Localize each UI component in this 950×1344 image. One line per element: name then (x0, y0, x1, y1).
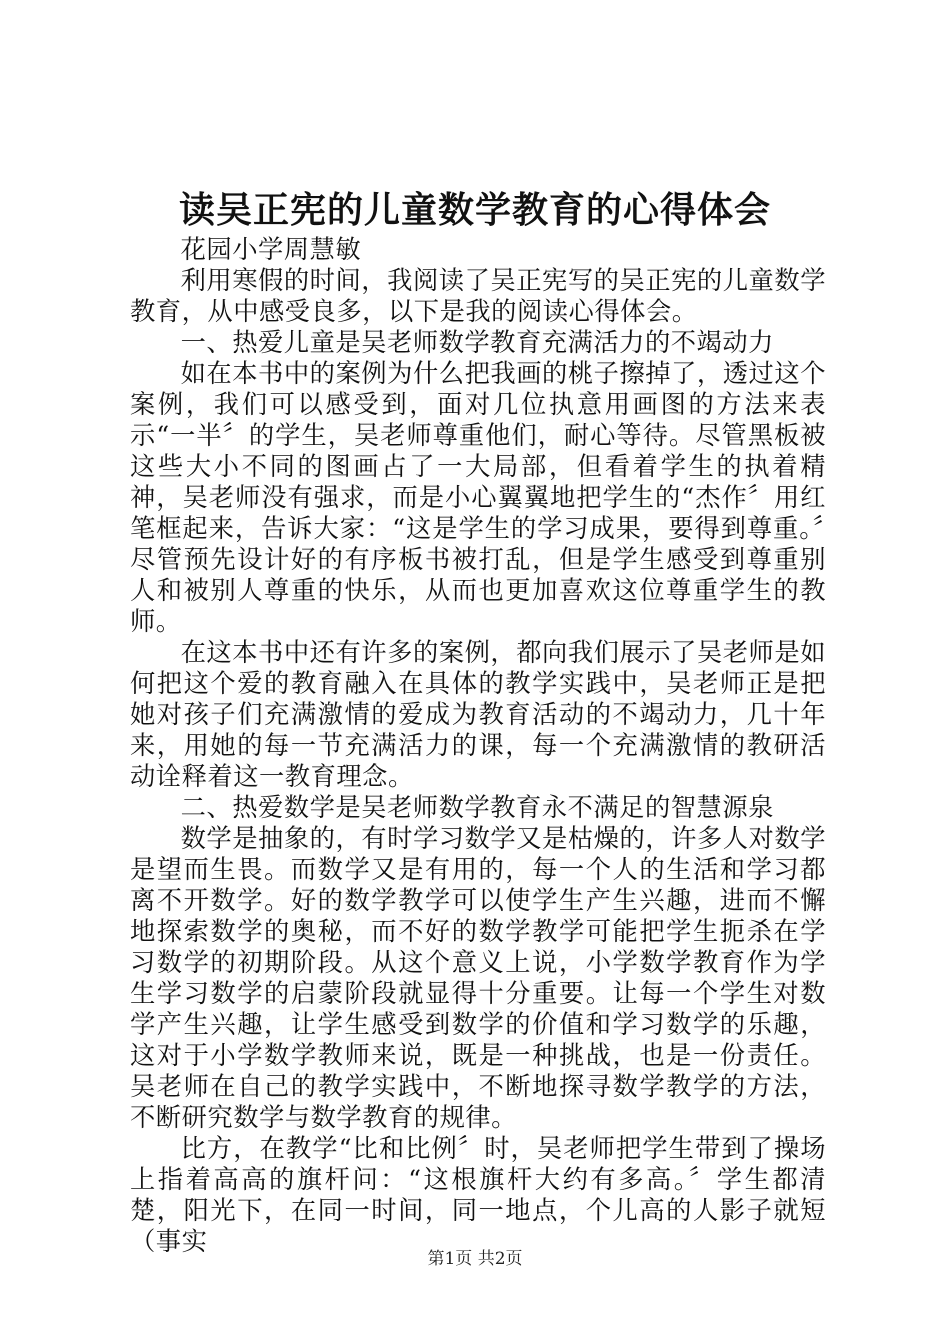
document-title: 读吴正宪的儿童数学教育的心得体会 (178, 189, 771, 231)
author-line: 花园小学周慧敏 (180, 235, 362, 264)
section-heading: 二、热爱数学是吴老师数学教育永不满足的智慧源泉 (180, 793, 774, 822)
paragraph: 如在本书中的案例为什么把我画的桃子擦掉了，透过这个案例，我们可以感受到，面对几位执意用画图的方法来表示“一半〞的学生，吴老师尊重他们，耐心等待。尽管黑板被这些大小不同的图画占了一大局部，但看着学生的执着精神，吴老师没有强求，而是小心翼翼地把学生的“杰作〞用红笔框起来，告诉大家：“这是学生的学习成果，要得到尊重。〞尽管预先设计好的有序板书被打乱，但是学生感受到尊重别人和被别人尊重的快乐，从而也更加喜欢这位尊重学生的教师。 (130, 359, 826, 636)
paragraph: 在这本书中还有许多的案例，都向我们展示了吴老师是如何把这个爱的教育融入在具体的教学实践中，吴老师正是把她对孩子们充满激情的爱成为教育活动的不竭动力，几十年来，用她的每一节充满活力的课，每一个充满激情的教研活动诠释着这一教育理念。 (130, 638, 826, 791)
section-heading: 一、热爱儿童是吴老师数学教育充满活力的不竭动力 (180, 328, 774, 357)
page-footer: 第1页 共2页 (427, 1249, 523, 1269)
paragraph: 利用寒假的时间，我阅读了吴正宪写的吴正宪的儿童数学教育，从中感受良多，以下是我的阅读心得体会。 (130, 266, 826, 326)
paragraph: 比方，在教学“比和比例〞时，吴老师把学生带到了操场上指着高高的旗杆问：“这根旗杆大约有多高。〞学生都清楚，阳光下，在同一时间，同一地点，个儿高的人影子就短（事实 (130, 1134, 826, 1256)
paragraph: 数学是抽象的，有时学习数学又是枯燥的，许多人对数学是望而生畏。而数学又是有用的，每一个人的生活和学习都离不开数学。好的数学教学可以使学生产生兴趣，进而不懈地探索数学的奥秘，而不好的数学教学可能把学生扼杀在学习数学的初期阶段。从这个意义上说，小学数学教育作为学生学习数学的启蒙阶段就显得十分重要。让每一个学生对数学产生兴趣，让学生感受到数学的价值和学习数学的乐趣，这对于小学数学教师来说，既是一种挑战，也是一份责任。吴老师在自己的教学实践中，不断地探寻数学教学的方法，不断研究数学与数学教育的规律。 (130, 824, 826, 1132)
document-body (130, 234, 826, 1257)
